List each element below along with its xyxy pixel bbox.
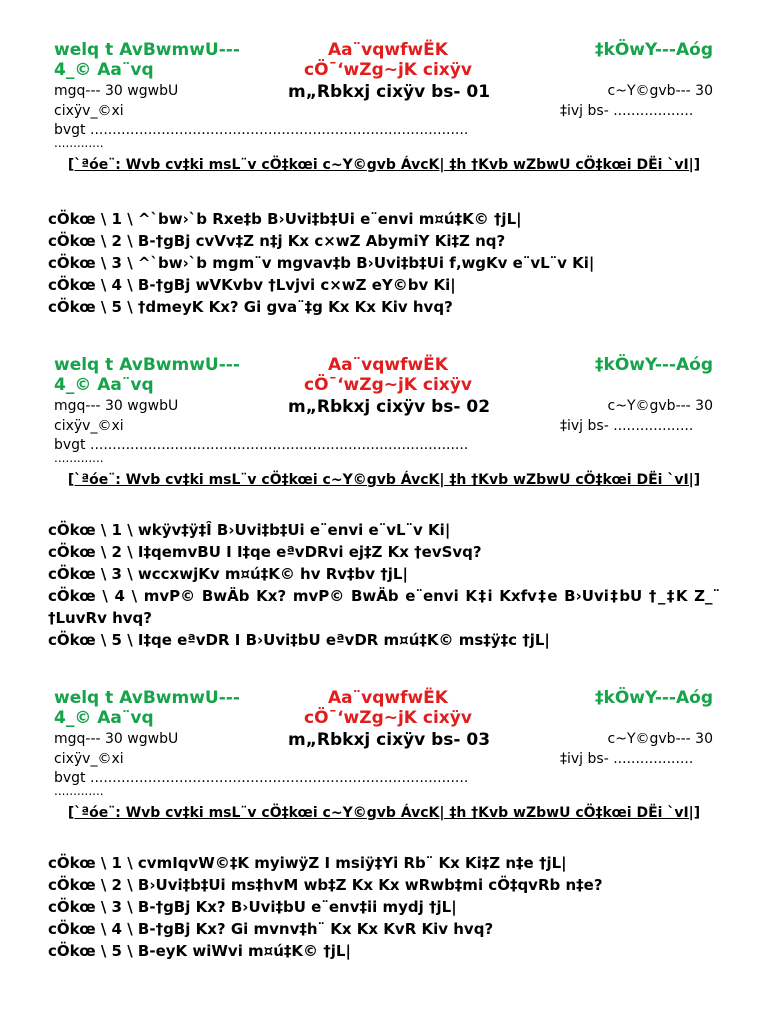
- question-item: cÖkœ \ 3 \ ^`bw›`b mgm¨v mgvav‡b B›Uvi‡b‡Ui f‚wgKv e¨vL¨v Ki|: [48, 254, 595, 272]
- question-list: [48, 852, 720, 962]
- name-field: bvgt .....................................................................................: [54, 770, 469, 786]
- exam-sheet-2: [0, 355, 768, 649]
- full-marks: c~Y©gvb--- 30: [607, 398, 713, 414]
- exam-number: m„Rbkxj cixÿv bs- 01: [288, 82, 491, 102]
- instruction-note: [`ªóe¨: Wvb cv‡ki msL¨v cÖ‡kœi c~Y©gvb ÁvcK| ‡h †Kvb wZbwU cÖ‡kœi DËi `vI|]: [67, 805, 701, 821]
- question-item: cÖkœ \ 3 \ wccxwjKv m¤ú‡K© hv Rv‡bv †jL|: [48, 565, 408, 583]
- exam-number: m„Rbkxj cixÿv bs- 03: [288, 730, 491, 750]
- question-item: cÖkœ \ 4 \ B-†gBj wVKvbv †Lvjvi c×wZ eY©bv Ki|: [48, 276, 456, 294]
- exam-number: m„Rbkxj cixÿv bs- 02: [288, 397, 491, 417]
- question-item: cÖkœ \ 5 \ †dmeyK Kx? Gi gva¨‡g Kx Kx Kiv hvq?: [48, 298, 453, 316]
- sheet-header: [0, 688, 768, 796]
- question-item: cÖkœ \ 3 \ B-†gBj Kx? B›Uvi‡bU e¨env‡ii mydj †jL|: [48, 898, 457, 916]
- question-list: [48, 208, 720, 318]
- question-item: cÖkœ \ 5 \ I‡qe eªvDR I B›Uvi‡bU eªvDR m¤ú‡K© ms‡ÿ‡c †jL|: [48, 631, 550, 649]
- chapter-title: Aa¨vqwfwËK cÖ¯‘wZg~jK cixÿv: [304, 40, 472, 80]
- question-item: cÖkœ \ 1 \ cvmIqvW©‡K myiwÿZ I msiÿ‡Yi Rb¨ Kx Ki‡Z n‡e †jL|: [48, 854, 567, 872]
- chapter-title: Aa¨vqwfwËK cÖ¯‘wZg~jK cixÿv: [304, 355, 472, 395]
- examinee-label: cixÿv_©xi: [54, 418, 124, 434]
- name-field-cont: .............: [54, 136, 104, 150]
- roll-field: ‡ivj bs- ..................: [560, 751, 694, 767]
- examinee-label: cixÿv_©xi: [54, 103, 124, 119]
- subject-title: welq t AvBwmwU--- 4_© Aa¨vq: [54, 40, 240, 80]
- roll-field: ‡ivj bs- ..................: [560, 418, 694, 434]
- exam-sheet-3: [0, 688, 768, 960]
- subject-title: welq t AvBwmwU--- 4_© Aa¨vq: [54, 355, 240, 395]
- time-label: mgq--- 30 wgwbU: [54, 731, 179, 747]
- question-item: cÖkœ \ 4 \ mvP© BwÄb Kx? mvP© BwÄb e¨envi K‡i Kxfv‡e B›Uvi‡bU †_‡K Z_¨ †LuvRv hvq?: [48, 587, 720, 627]
- class-title: ‡kÖwY---Aóg: [595, 688, 713, 708]
- full-marks: c~Y©gvb--- 30: [607, 83, 713, 99]
- time-label: mgq--- 30 wgwbU: [54, 398, 179, 414]
- question-item: cÖkœ \ 2 \ B-†gBj cvVv‡Z n‡j Kx c×wZ AbymiY Ki‡Z nq?: [48, 232, 506, 250]
- examinee-label: cixÿv_©xi: [54, 751, 124, 767]
- question-list: [48, 519, 720, 651]
- sheet-header: [0, 355, 768, 463]
- question-item: cÖkœ \ 1 \ ^`bw›`b Rxe‡b B›Uvi‡b‡Ui e¨envi m¤ú‡K© †jL|: [48, 210, 522, 228]
- subject-title: welq t AvBwmwU--- 4_© Aa¨vq: [54, 688, 240, 728]
- class-title: ‡kÖwY---Aóg: [595, 355, 713, 375]
- question-item: cÖkœ \ 2 \ I‡qemvBU I I‡qe eªvDRvi ej‡Z Kx †evSvq?: [48, 543, 482, 561]
- chapter-title: Aa¨vqwfwËK cÖ¯‘wZg~jK cixÿv: [304, 688, 472, 728]
- question-item: cÖkœ \ 1 \ wkÿv‡ÿ‡Î B›Uvi‡b‡Ui e¨envi e¨vL¨v Ki|: [48, 521, 451, 539]
- full-marks: c~Y©gvb--- 30: [607, 731, 713, 747]
- name-field: bvgt .....................................................................................: [54, 437, 469, 453]
- name-field: bvgt .....................................................................................: [54, 122, 469, 138]
- instruction-note: [`ªóe¨: Wvb cv‡ki msL¨v cÖ‡kœi c~Y©gvb ÁvcK| ‡h †Kvb wZbwU cÖ‡kœi DËi `vI|]: [67, 157, 701, 173]
- sheet-header: [0, 40, 768, 148]
- question-item: cÖkœ \ 2 \ B›Uvi‡b‡Ui ms‡hvM wb‡Z Kx Kx wRwb‡mi cÖ‡qvRb n‡e?: [48, 876, 603, 894]
- roll-field: ‡ivj bs- ..................: [560, 103, 694, 119]
- instruction-note: [`ªóe¨: Wvb cv‡ki msL¨v cÖ‡kœi c~Y©gvb ÁvcK| ‡h †Kvb wZbwU cÖ‡kœi DËi `vI|]: [67, 472, 701, 488]
- question-item: cÖkœ \ 4 \ B-†gBj Kx? Gi mvnv‡h¨ Kx Kx KvR Kiv hvq?: [48, 920, 494, 938]
- class-title: ‡kÖwY---Aóg: [595, 40, 713, 60]
- time-label: mgq--- 30 wgwbU: [54, 83, 179, 99]
- exam-sheet-1: [0, 40, 768, 316]
- question-item: cÖkœ \ 5 \ B-eyK wiWvi m¤ú‡K© †jL|: [48, 942, 351, 960]
- name-field-cont: .............: [54, 784, 104, 798]
- name-field-cont: .............: [54, 451, 104, 465]
